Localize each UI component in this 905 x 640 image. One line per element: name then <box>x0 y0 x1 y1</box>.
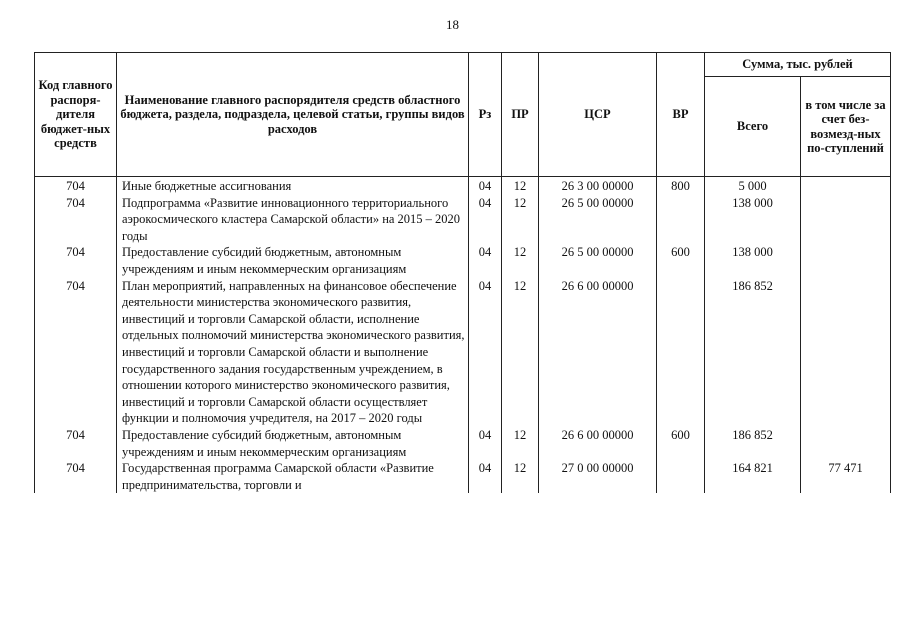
cell-pr: 12 <box>502 278 539 427</box>
cell-total: 5 000 <box>705 177 801 195</box>
cell-vr: 600 <box>657 244 705 277</box>
cell-incl <box>801 427 891 460</box>
cell-csr: 26 5 00 00000 <box>539 195 657 245</box>
cell-csr: 26 6 00 00000 <box>539 427 657 460</box>
cell-incl <box>801 244 891 277</box>
page-number: 18 <box>446 17 459 32</box>
cell-code: 704 <box>35 460 117 493</box>
cell-total: 186 852 <box>705 278 801 427</box>
cell-code: 704 <box>35 427 117 460</box>
cell-name: План мероприятий, направленных на финансовое обеспечение деятельности министерства экономического развития, инвестиций и торговли Самарской области, исполнение отдельных полномочий министерства экономического развития, инвестиций и торговли Самарской области и выполнение государственного задания государственным учреждением, в отношении которого министерство экономического развития, инвестиций и торговли Самарской области осуществляет функции и полномочия учредителя, на 2017 – 2020 годы <box>117 278 469 427</box>
cell-vr: 600 <box>657 427 705 460</box>
header-name: Наименование главного распорядителя средств областного бюджета, раздела, подраздела, целевой статьи, группы видов расходов <box>117 53 469 177</box>
cell-total: 164 821 <box>705 460 801 493</box>
cell-rz: 04 <box>469 177 502 195</box>
header-pr: ПР <box>502 53 539 177</box>
header-sum-group: Сумма, тыс. рублей <box>705 53 891 77</box>
table-row <box>35 427 891 460</box>
cell-name: Государственная программа Самарской области «Развитие предпринимательства, торговли и <box>117 460 469 493</box>
cell-incl: 77 471 <box>801 460 891 493</box>
table-row <box>35 460 891 493</box>
cell-csr: 26 3 00 00000 <box>539 177 657 195</box>
cell-pr: 12 <box>502 427 539 460</box>
cell-vr <box>657 460 705 493</box>
cell-csr: 26 5 00 00000 <box>539 244 657 277</box>
cell-pr: 12 <box>502 460 539 493</box>
cell-code: 704 <box>35 244 117 277</box>
cell-incl <box>801 278 891 427</box>
cell-incl <box>801 177 891 195</box>
cell-pr: 12 <box>502 177 539 195</box>
cell-rz: 04 <box>469 195 502 245</box>
cell-total: 138 000 <box>705 195 801 245</box>
cell-name: Иные бюджетные ассигнования <box>117 177 469 195</box>
cell-rz: 04 <box>469 460 502 493</box>
header-csr: ЦСР <box>539 53 657 177</box>
cell-code: 704 <box>35 177 117 195</box>
cell-incl <box>801 195 891 245</box>
cell-name: Предоставление субсидий бюджетным, автономным учреждениям и иным некоммерческим организациям <box>117 244 469 277</box>
cell-csr: 27 0 00 00000 <box>539 460 657 493</box>
budget-table <box>34 52 891 493</box>
cell-code: 704 <box>35 278 117 427</box>
header-vr: ВР <box>657 53 705 177</box>
cell-vr <box>657 278 705 427</box>
cell-code: 704 <box>35 195 117 245</box>
cell-csr: 26 6 00 00000 <box>539 278 657 427</box>
cell-total: 186 852 <box>705 427 801 460</box>
header-total: Всего <box>705 77 801 177</box>
cell-rz: 04 <box>469 278 502 427</box>
cell-pr: 12 <box>502 195 539 245</box>
table-row <box>35 195 891 245</box>
header-rz: Рз <box>469 53 502 177</box>
cell-name: Подпрограмма «Развитие инновационного территориального аэрокосмического кластера Самарской области» на 2015 – 2020 годы <box>117 195 469 245</box>
cell-total: 138 000 <box>705 244 801 277</box>
cell-pr: 12 <box>502 244 539 277</box>
cell-vr: 800 <box>657 177 705 195</box>
table-body <box>35 177 891 494</box>
table-row <box>35 278 891 427</box>
cell-rz: 04 <box>469 427 502 460</box>
cell-vr <box>657 195 705 245</box>
header-code: Код главного распоря-дителя бюджет-ных средств <box>35 53 117 177</box>
cell-rz: 04 <box>469 244 502 277</box>
cell-name: Предоставление субсидий бюджетным, автономным учреждениям и иным некоммерческим организациям <box>117 427 469 460</box>
header-incl: в том числе за счет без-возмезд-ных по-ступлений <box>801 77 891 177</box>
table-row <box>35 177 891 195</box>
table-row <box>35 244 891 277</box>
